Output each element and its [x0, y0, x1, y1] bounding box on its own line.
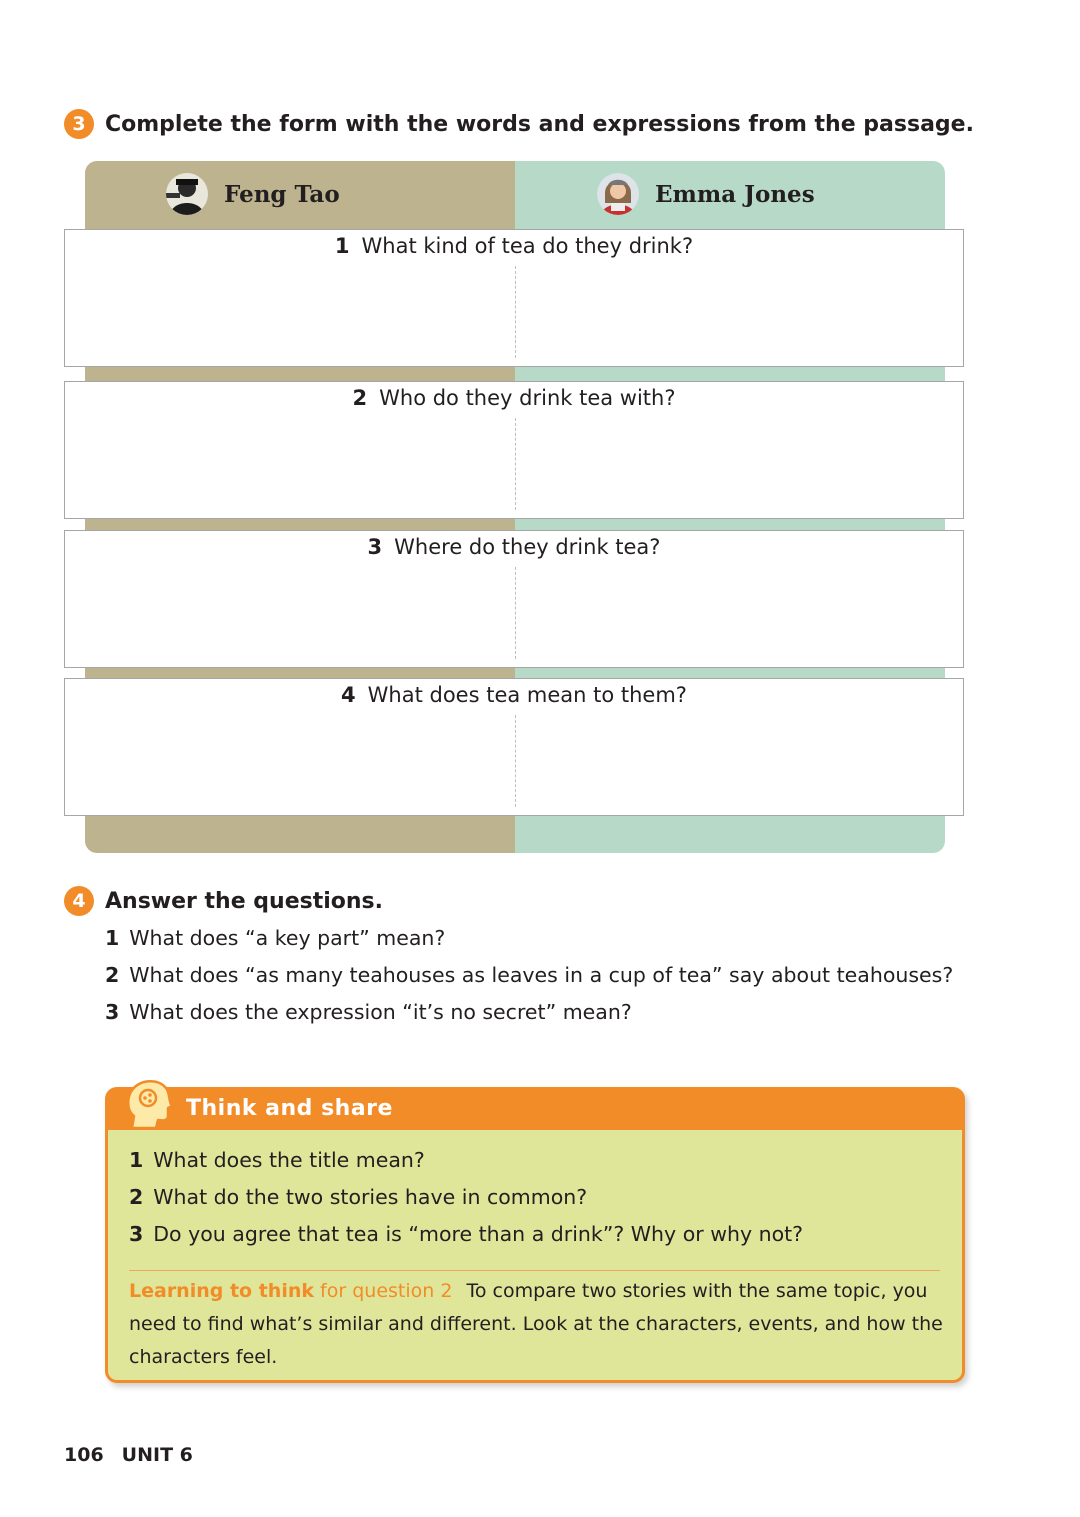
question-number: 1 [129, 1148, 144, 1172]
question-item [105, 963, 953, 987]
person-name: Emma Jones [655, 180, 815, 208]
person-name: Feng Tao [224, 180, 340, 208]
form-row-4 [64, 678, 964, 816]
row-question [65, 234, 963, 258]
unit-label: UNIT 6 [121, 1444, 193, 1466]
thinking-head-icon [122, 1076, 178, 1137]
person-header-feng-tao [166, 172, 340, 216]
section-title: Complete the form with the words and expressions from the passage. [105, 111, 974, 137]
section-number-badge: 4 [64, 886, 94, 916]
question-item [105, 926, 445, 950]
column-divider [515, 266, 516, 358]
question-number: 2 [105, 963, 120, 987]
row-number: 1 [334, 234, 350, 258]
row-number: 4 [341, 683, 356, 707]
row-number: 3 [367, 535, 383, 559]
section-number-badge: 3 [64, 109, 94, 139]
section-3-heading [64, 109, 974, 139]
row-question [65, 386, 963, 410]
question-text: Do you agree that tea is “more than a drink”? Why or why not? [153, 1222, 804, 1246]
question-number: 3 [129, 1222, 144, 1246]
learning-to-think-tip [129, 1275, 944, 1374]
think-question-item [129, 1148, 425, 1172]
section-4-heading [64, 886, 383, 916]
question-number: 3 [105, 1000, 120, 1024]
question-item [105, 1000, 632, 1024]
row-question-text: What kind of tea do they drink? [361, 234, 694, 258]
learning-to-think-text: To compare two stories with the same topic, you need to find what’s similar and different. Look at the characters, events, and how the characters feel. [129, 1280, 943, 1368]
form-row-2 [64, 381, 964, 519]
row-question [65, 535, 963, 559]
learning-to-think-label: Learning to think [129, 1280, 314, 1302]
person-header-emma-jones [597, 172, 815, 216]
question-text: What does “as many teahouses as leaves in a cup of tea” say about teahouses? [129, 963, 954, 987]
row-question-text: Where do they drink tea? [394, 535, 661, 559]
section-title: Answer the questions. [105, 888, 384, 914]
row-question-text: Who do they drink tea with? [379, 386, 676, 410]
column-divider [515, 567, 516, 659]
page-footer [64, 1444, 193, 1466]
question-text: What does “a key part” mean? [129, 926, 446, 950]
form-row-1 [64, 229, 964, 367]
column-divider [515, 715, 516, 807]
question-text: What does the title mean? [153, 1148, 425, 1172]
think-and-share-title: Think and share [186, 1096, 393, 1121]
question-number: 1 [105, 926, 120, 950]
think-question-item [129, 1222, 803, 1246]
question-number: 2 [129, 1185, 144, 1209]
column-divider [515, 418, 516, 510]
learning-to-think-for: for question 2 [320, 1280, 453, 1302]
form-row-3 [64, 530, 964, 668]
think-question-item [129, 1185, 587, 1209]
emma-jones-avatar [597, 173, 639, 215]
row-number: 2 [352, 386, 368, 410]
page-number: 106 [64, 1444, 104, 1466]
question-text: What do the two stories have in common? [153, 1185, 588, 1209]
row-question [65, 683, 963, 707]
feng-tao-avatar [166, 173, 208, 215]
row-question-text: What does tea mean to them? [367, 683, 687, 707]
divider [129, 1270, 940, 1271]
question-text: What does the expression “it’s no secret” mean? [129, 1000, 632, 1024]
